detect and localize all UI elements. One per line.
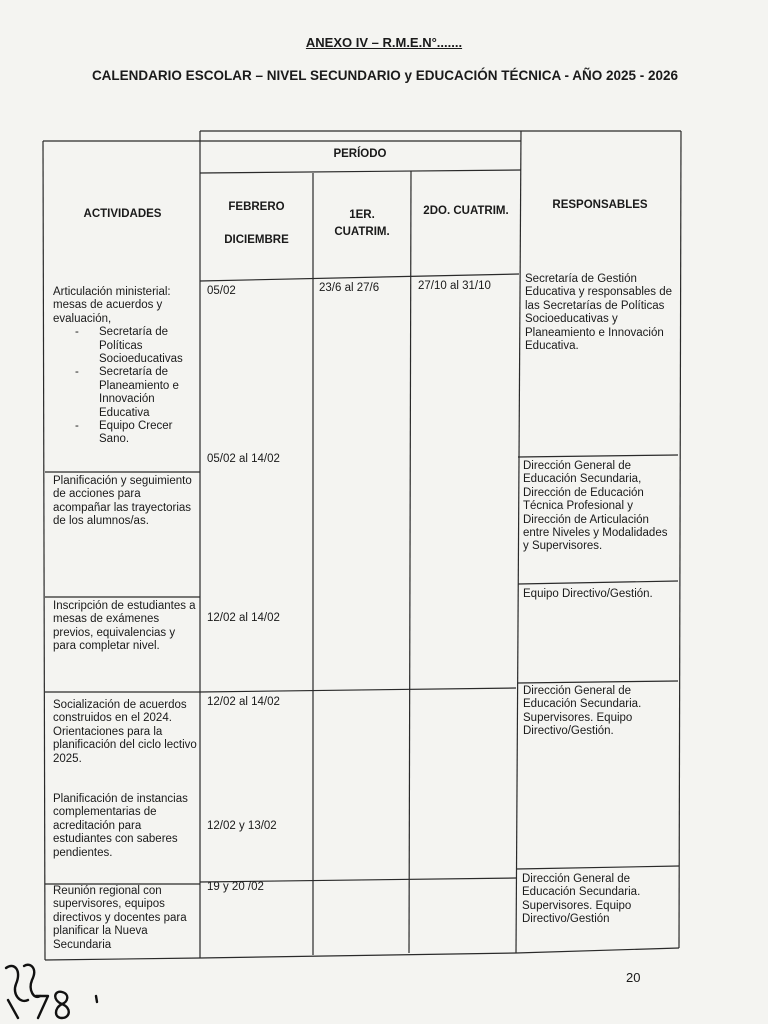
row1-second-term: 27/10 al 31/10 <box>418 280 491 292</box>
row1-activity-text: Articulación ministerial: mesas de acuerdos y evaluación, <box>53 286 171 325</box>
row1-sub-list <box>53 326 198 447</box>
row3-responsible: Equipo Directivo/Gestión. <box>523 588 653 600</box>
row5-activity: Reunión regional con supervisores, equipos directivos y docentes para planificar la Nueva Secundaria <box>53 885 187 951</box>
row2-activity: Planificación y seguimiento de acciones para acompañar las trayectorias de los alumnos/as. <box>53 475 192 528</box>
header-period: PERÍODO <box>333 148 387 160</box>
row3-feb-dic: 12/02 al 14/02 <box>207 612 280 624</box>
header-responsibles: RESPONSABLES <box>552 199 648 211</box>
row2-feb-dic: 05/02 al 14/02 <box>207 453 280 465</box>
row1-sub-item: - Equipo Crecer Sano. <box>75 420 198 447</box>
row5-feb-dic: 19 y 20 /02 <box>207 881 264 893</box>
header-activities: ACTIVIDADES <box>83 208 162 220</box>
row1-sub-item: - Secretaría de Políticas Socioeducativas <box>75 326 198 366</box>
row4-responsible: Dirección General de Educación Secundaria. Supervisores. Equipo Directivo/Gestión. <box>523 685 642 738</box>
row4b-feb-dic: 12/02 y 13/02 <box>207 820 277 832</box>
row4b-activity: Planificación de instancias complementarias de acreditación para estudiantes con saberes pendientes. <box>53 793 188 859</box>
header-feb: FEBRERO <box>228 201 285 213</box>
row3-activity: Inscripción de estudiantes a mesas de exámenes previos, equivalencias y para completar nivel. <box>53 600 196 653</box>
annex-heading: ANEXO IV – R.M.E.N°....... <box>305 35 463 50</box>
row1-sub-item: - Secretaría de Planeamiento e Innovación Educativa <box>75 366 198 420</box>
row1-feb-dic: 05/02 <box>207 285 236 297</box>
row5-responsible: Dirección General de Educación Secundaria. Supervisores. Equipo Directivo/Gestión <box>522 873 641 926</box>
handwritten-folio-signature <box>0 960 110 1024</box>
row4-activity: Socialización de acuerdos construidos en el 2024. Orientaciones para la planificación del ciclo lectivo 2025. <box>53 699 197 765</box>
header-first-term-2: CUATRIM. <box>334 226 390 238</box>
row1-first-term: 23/6 al 27/6 <box>319 282 380 294</box>
header-second-term: 2DO. CUATRIM. <box>423 205 509 217</box>
document-title: CALENDARIO ESCOLAR – NIVEL SECUNDARIO y EDUCACIÓN TÉCNICA - AÑO 2025 - 2026 <box>91 68 679 83</box>
row1-activity <box>53 286 198 447</box>
row1-responsible: Secretaría de Gestión Educativa y responsables de las Secretarías de Políticas Socioeducativas y Planeamiento e Innovación Educativa. <box>525 273 673 353</box>
row4-feb-dic: 12/02 al 14/02 <box>207 696 280 708</box>
row2-responsible: Dirección General de Educación Secundaria, Dirección de Educación Técnica Profesional y Dirección de Articulación entre Niveles y Modalidades y Supervisores. <box>523 460 668 553</box>
header-first-term-1: 1ER. <box>349 209 375 221</box>
header-dic: DICIEMBRE <box>224 234 289 246</box>
page-number: 20 <box>626 970 641 985</box>
